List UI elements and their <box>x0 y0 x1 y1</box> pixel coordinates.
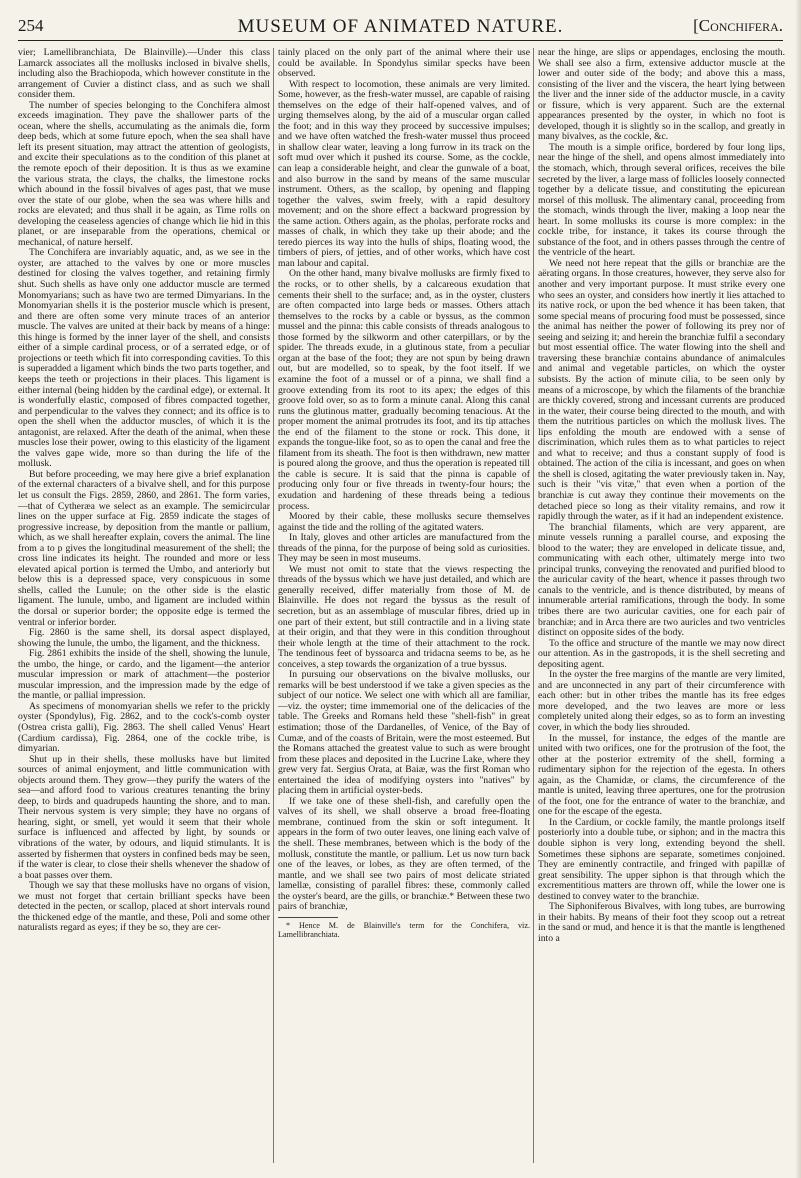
running-header <box>18 14 783 41</box>
paragraph: In the oyster the free margins of the mantle are very limited, and are unconnected in any part of their circumference with each other: but in other tribes the mantle has its free edges more developed, and the two leaves are more or less completely united along their edges, so as to form an investing cover, in which the body lies shrouded. <box>538 669 785 733</box>
paragraph: The branchial filaments, which are very apparent, are minute vessels running a parallel course, and exposing the blood to the water; they are enveloped in delicate tissue, and, communicating with each other, ultimately merge into two principal trunks, conveying the renovated and purified blood to the auricular cavity of the heart, whence it passes through two canals to the ventricle, and is thence distributed, by means of innumerable arterial ramifications, through the body. In some tribes there are two auricular cavities, one for each pair of branchiæ; and in Arca there are two auricles and two ventricles distinct on opposite sides of the body. <box>538 521 785 639</box>
paragraph: In the Cardium, or cockle family, the mantle prolongs itself posteriorly into a double tube, or siphon; and in the mactra this double siphon is very long, extending beyond the shell. Sometimes these siphons are separate, sometimes conjoined. They are eminently contractile, and fringed with papillæ of great sensibility. The upper siphon is that through which the excrementitious matters are thrown off, while the lower one is destined to convey water to the branchiæ. <box>538 816 785 902</box>
page-title: MUSEUM OF ANIMATED NATURE. <box>237 16 564 37</box>
paragraph: As specimens of monomyarian shells we refer to the prickly oyster (Spondylus), Fig. 2862, and to the cock's-comb oyster (Ostrea crista galli), Fig. 2863. The shell called Venus' Heart (Cardium cardissa), Fig. 2864, one of the cockle tribe, is dimyarian. <box>18 700 270 755</box>
page-number: 254 <box>18 16 44 35</box>
paragraph: In Italy, gloves and other articles are manufactured from the threads of the pinna, for the purpose of being sold as curiosities. They may be seen in most museums. <box>278 532 530 565</box>
paragraph: To the office and structure of the mantle we may now direct our attention. As in the gastropods, it is the shell secreting and depositing agent. <box>538 637 785 670</box>
section-title: [Conchifera. <box>693 16 783 35</box>
paragraph: tainly placed on the only part of the animal where their use could be available. In Spondylus similar specks have been observed. <box>278 47 530 80</box>
paragraph: On the other hand, many bivalve mollusks are firmly fixed to the rocks, or to other shells, by a calcareous exudation that cements their shell to the surface; and, as in the oyster, clusters are often compacted into large beds or masses. Others attach themselves to the rocks by a cable or byssus, as the common mussel and the pinna: this cable consists of threads analogous to those formed by the silkworm and other caterpillars, or by the spider. The threads exude, in a glutinous state, from a peculiar organ at the base of the foot; they are not spun by being drawn out, but are modelled, so to speak, by the foot itself. If we examine the foot of a mussel or of a pinna, we shall find a groove extending from its root to its apex; the edges of this groove fold over, so as to form a minute canal. Along this canal runs the glutinous matter, gradually becoming tenacious. At the proper moment the animal protrudes its foot, and its tip attaches the end of the filament to the stone or rock. This done, it expands the tongue-like foot, so as to open the canal and free the filament from its sheath. The foot is then withdrawn, new matter is poured along the groove, and thus the operation is repeated till the cable is secure. It is said that the pinna is capable of producing only four or five threads in twenty-four hours; the exudation and hardening of these threads being a tedious process. <box>278 268 530 512</box>
footnote: * Hence M. de Blainville's term for the Conchifera, viz. Lamellibranchiata. <box>278 920 530 940</box>
paragraph: The number of species belonging to the Conchifera almost exceeds imagination. They pave the shallower parts of the ocean, where the shells, accumulating as the animals die, form deep beds, which at some future epoch, when the sea shall have left its present situation, may attract the attention of geologists, and excite their speculations as to the condition of this planet at the remote epoch of their deposition. It is thus as we examine the various strata, the clays, the chalks, the limestone rocks which abound in the fossil bivalves of ages past, that we muse over the state of our globe, when the sea was where hills and rocks are elevated; and thus shall it be again, as Time rolls on developing the ceaseless agencies of change which lie hid in this planet, or are inseparable from the operations, chemical or mechanical, of nature herself. <box>18 99 270 248</box>
paragraph: The mouth is a simple orifice, bordered by four long lips, near the hinge of the shell, and opens almost immediately into the stomach, which, through several orifices, receives the bile secreted by the liver, a large mass of follicles loosely connected together by a delicate tissue, and constituting the epicurean morsel of this mollusk. The alimentary canal, proceeding from the stomach, winds through the liver, making a loop near the heart. In some mollusks its course is more complex: in the cockle tribe, for instance, it takes its course through the substance of the foot, and in others passes through the centre of the ventricle of the heart. <box>538 141 785 259</box>
paragraph: The Siphoniferous Bivalves, with long tubes, are burrowing in their habits. By means of their foot they scoop out a retreat in the sand or mud, and hence it is that the mantle is lengthened into a <box>538 901 785 944</box>
column-divider-right <box>533 48 534 1163</box>
paragraph: Though we say that these mollusks have no organs of vision, we must not forget that certain brilliant specks have been detected in the pecten, or scallop, placed at short intervals round the thickened edge of the mantle, and these, Poli and some other naturalists regard as eyes; if they be so, they are cer- <box>18 880 270 934</box>
paragraph: Moored by their cable, these mollusks secure themselves against the tide and the rolling of the agitated waters. <box>278 511 530 533</box>
page-edge-shadow <box>795 0 801 1178</box>
text-column-3 <box>538 48 785 944</box>
paragraph: We must not omit to state that the views respecting the threads of the byssus which we have just detailed, and which are generally received, differ materially from those of M. de Blainville. He does not regard the byssus as the result of secretion, but as an assemblage of muscular fibres, dried up in one part of their extent, but still contractile and in a living state at their origin, and that they were in this condition throughout their whole length at the time of their attachment to the rock. The tendinous feet of byssoarca and tridacna seems to be, as he conceives, a step towards the organization of a true byssus. <box>278 563 530 670</box>
paragraph: The Conchifera are invariably aquatic, and, as we see in the oyster, are attached to the valves by one or more muscles destined for closing the valves together, and retaining firmly shut. Such shells as have only one adductor muscle are termed Monomyarians; such as have two are termed Dimyarians. In the Monomyarian shells it is the posterior muscle which is present, and there are often some very minute traces of an anterior muscle. The valves are united at their back by means of a hinge: this hinge is formed by the inner layer of the shell, and consists either of a simple cardinal process, or of a serrated edge, or of projections or teeth which fit into corresponding cavities. To this is superadded a ligament which binds the two parts together, and keeps the teeth or projections in their places. This ligament is either internal (being hidden by the cardinal edge), or external. It is wonderfully elastic, composed of fibres compacted together, and perpendicular to the valves they connect; and its office is to open the shell when the adductor muscles, of which it is the antagonist, are relaxed. After the death of the animal, when these muscles lose their power, owing to this elasticity of the ligament the valves gape wide, more so than during the life of the mollusk. <box>18 247 270 470</box>
paragraph: We need not here repeat that the gills or branchiæ are the aërating organs. In those creatures, however, they serve also for another and very important purpose. It must strike every one who sees an oyster, and considers how inertly it lies attached to its native rock, or upon the bed whence it has been taken, that some special means of procuring food must be possessed, since the animal has neither the power of following its prey nor of seeing and seizing it; and herein the branchiæ fulfil a secondary but most essential office. The water flowing into the shell and traversing these branchiæ contains abundance of animalcules and animal and vegetable particles, on which the oyster subsists. By the action of minute cilia, to be seen only by means of a microscope, by which the filaments of the branchiæ are thickly covered, strong and incessant currents are produced in the water, their course being directed to the mouth, and with them the nutritious particles on which the mollusk lives. The lips enfolding the mouth are endowed with a sense of discrimination, which rules them as to what particles to reject and what to receive; and thus a constant supply of food is obtained. The action of the cilia is incessant, and goes on when the shell is closed, agitating the water previously taken in. Nay, such is their "vis vitæ," that even when a portion of the branchiæ is cut away they continue their movements on the detached piece so long as their vitality remains, and row it rapidly through the water, as if it had an independent existence. <box>538 257 785 523</box>
column-divider-left <box>273 48 274 1163</box>
paragraph: Shut up in their shells, these mollusks have but limited sources of animal enjoyment, and little communication with objects around them. They grow—they purify the waters of the sea—and afford food to various creatures tenanting the briny deep, to birds and quadrupeds haunting the shore, and to man. Their nervous system is very simple; they have no organs of hearing, sight, or smell, yet would it seem that their whole surface is influenced and affected by light, by sounds or vibrations of the water, by odours, and liquid stimulants. It is asserted by fishermen that oysters in confined beds may be seen, if the water is clear, to close their shells whenever the shadow of a boat passes over them. <box>18 753 270 881</box>
paragraph: With respect to locomotion, these animals are very limited. Some, however, as the fresh-water mussel, are capable of raising themselves on the edge of their half-opened valves, and of urging themselves along, by the aid of a muscular organ called the foot; and in this way they proceed by successive impulses; and we have often watched the fresh-water mussel thus proceed in shallow clear water, leaving a long furrow in its track on the soft mud over which it pushed its course. Some, as the cockle, can leap a considerable height, and clear the gunwale of a boat, and also burrow in the sand by means of the same muscular instrument. Others, as the scallop, by opening and flapping together the valves, swim freely, with a rapid desultory movement; and on the shore effect a backward progression by the same action. Others again, as the pholas, perforate rocks and masses of chalk, in which they take up their abode; and the teredo pierces its way into the hulls of ships, floating wood, the timbers of piers, of jetties, and of other works, which have cost man labour and capital. <box>278 78 530 269</box>
paragraph: Fig. 2860 is the same shell, its dorsal aspect displayed, showing the lunule, the umbo, the ligament, and the thickness. <box>18 627 270 649</box>
paragraph: But before proceeding, we may here give a brief explanation of the external characters of a bivalve shell, and for this purpose let us consult the Figs. 2859, 2860, and 2861. The form varies,—that of Cytheræa we select as an example. The semicircular lines on the upper surface at Fig. 2859 indicate the stages of progressive increase, by deposition from the mantle or pallium, which, as we shall hereafter explain, covers the animal. The line from a to p gives the longitudinal measurement of the shell; the cross line indicates its height. The rounded and more or less elevated apical portion is termed the Umbo, and anteriorly but below this is a depressed space, very conspicuous in some shells, called the Lunule; on the other side is the elastic ligament. The lunule, umbo, and ligament are included within the dorsal or superior border; the opposite edge is termed the ventral or inferior border. <box>18 468 270 628</box>
paragraph: near the hinge, are slips or appendages, enclosing the mouth. We shall see also a firm, extensive adductor muscle at the lower and outer side of the body; and above this a mass, consisting of the liver and the viscera, the heart lying between the liver and the inner side of the adductor muscle, in a cavity or fissure, which is very apparent. Such are the external appearances presented by the oyster, in which no foot is developed, though it is slightly so in the scallop, and greatly in many bivalves, as the cockle, &c. <box>538 47 785 143</box>
paragraph: Fig. 2861 exhibits the inside of the shell, showing the lunule, the umbo, the hinge, or cardo, and the ligament—the anterior muscular impression or mark of attachment—the posterior muscular impression, and the impression made by the edge of the mantle, or pallial impression. <box>18 648 270 702</box>
text-column-1 <box>18 48 270 934</box>
paragraph: In pursuing our observations on the bivalve mollusks, our remarks will be best understood if we take a given species as the subject of our notice. We select one with which all are familiar,—viz. the oyster; time immemorial one of the delicacies of the table. The Greeks and Romans held these "shell-fish" in great estimation; those of the Dardanelles, of Venice, of the Bay of Cumæ, and of the coasts of Britain, were the most esteemed. But the Romans attached the greatest value to such as were brought from these places and deposited in the Lucrine Lake, where they grew very fat. Sergius Orata, at Baiæ, was the first Roman who entertained the idea of modifying oysters into "natives" by placing them in artificial oyster-beds. <box>278 669 530 797</box>
text-column-2 <box>278 48 530 940</box>
footnote-rule <box>278 917 338 918</box>
paragraph: If we take one of these shell-fish, and carefully open the valves of its shell, we shall observe a broad free-floating membrane, continued from the skin or soft integument. It appears in the form of two outer leaves, one lining each valve of the shell. These membranes, between which is the body of the mollusk, constitute the mantle, or pallium. Let us now turn back one of the leaves, or lobes, as they are often termed, of the mantle, and we shall see two pairs of most delicate striated lamellæ, consisting of parallel fibres: these, commonly called the oyster's beard, are the gills, or branchiæ.* Between these two pairs of branchiæ, <box>278 795 530 913</box>
paragraph: In the mussel, for instance, the edges of the mantle are united with two orifices, one for the protrusion of the foot, the other at the posterior extremity of the shell, forming a rudimentary siphon for the rejection of the egesta. In others again, as the Chamidæ, or clams, the circumference of the mantle is united, leaving three apertures, one for the protrusion of the foot, one for the entrance of water to the branchiæ, and one for the escape of the egesta. <box>538 732 785 818</box>
paragraph: vier; Lamellibranchiata, De Blainville).—Under this class Lamarck associates all the mollusks inclosed in bivalve shells, including also the Brachiopoda, which however constitute in the arrangement of Cuvier a distinct class, and as such we shall consider them. <box>18 47 270 101</box>
